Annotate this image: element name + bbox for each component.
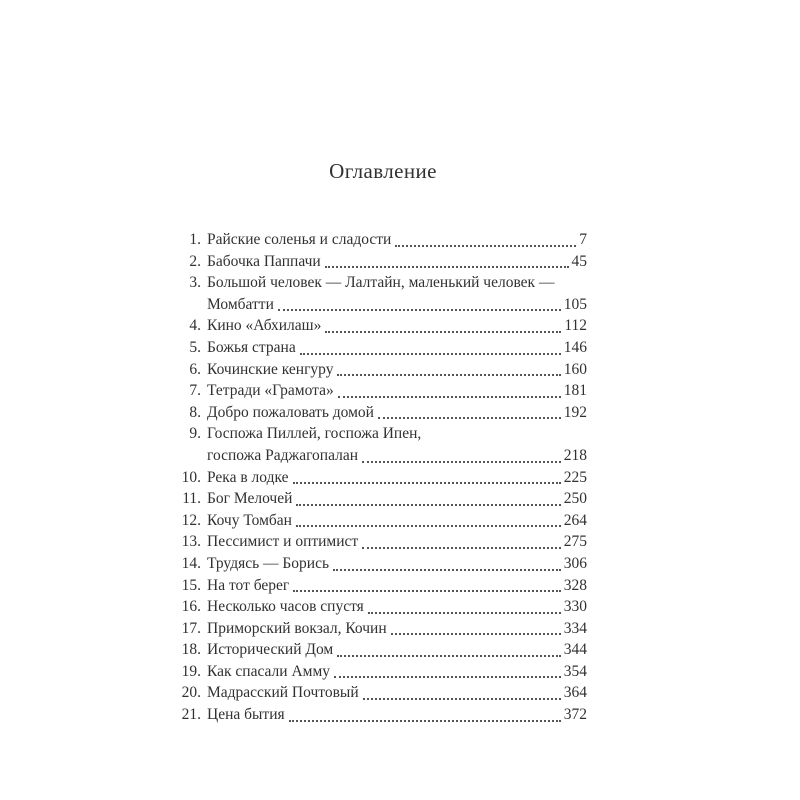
toc-entry (180, 315, 587, 337)
toc-entry-number: 13. (181, 533, 201, 551)
toc-line (180, 575, 587, 597)
toc-entry-number: 2. (189, 252, 201, 270)
toc-entry (180, 661, 587, 683)
toc-entry-page: 275 (563, 533, 587, 551)
dot-leader (337, 655, 561, 657)
toc-line (180, 618, 587, 640)
dot-leader (333, 569, 561, 571)
toc-line (180, 272, 587, 294)
toc-entry-number: 14. (181, 554, 201, 572)
toc-line (180, 359, 587, 381)
dot-leader (334, 676, 561, 678)
toc-entry-title: Тетради «Грамота» (207, 382, 334, 400)
dot-leader (378, 417, 561, 419)
toc-line (180, 315, 587, 337)
toc-entry-page: 306 (563, 554, 587, 572)
dot-leader (362, 547, 561, 549)
toc-entry-page: 264 (563, 511, 587, 529)
toc-entry-number: 3. (189, 274, 201, 292)
toc-entry-number: 1. (189, 231, 201, 248)
toc-entry-number: 7. (189, 382, 201, 400)
dot-leader (338, 396, 561, 398)
toc-entry-number: 19. (181, 662, 201, 680)
toc-entry (180, 229, 587, 251)
toc-entry (180, 639, 587, 661)
toc-entry-number: 20. (181, 684, 201, 702)
dot-leader (325, 331, 561, 333)
dot-leader (363, 698, 561, 700)
toc-entry-title: Большой человек — Лалтайн, маленький человек — (207, 274, 555, 292)
toc-entry (180, 682, 587, 704)
toc-entry (180, 553, 587, 575)
toc-line (180, 467, 587, 489)
toc-entry-page: 45 (571, 252, 587, 270)
toc-entry-page: 364 (563, 684, 587, 702)
toc-entry-title: Бог Мелочей (207, 490, 293, 508)
toc-entry-title: Бабочка Паппачи (207, 252, 321, 270)
toc-entry-title: Приморский вокзал, Кочин (207, 619, 387, 637)
dot-leader (391, 633, 561, 635)
toc-entry-page: 192 (563, 403, 587, 421)
toc-entry (180, 359, 587, 381)
toc-line (180, 639, 587, 661)
toc-entry-title: Трудясь — Борись (207, 554, 330, 572)
dot-leader (293, 482, 561, 484)
toc-entry (180, 337, 587, 359)
toc-list (180, 229, 587, 726)
toc-entry (180, 510, 587, 532)
toc-entry (180, 575, 587, 597)
toc-line (180, 704, 587, 726)
toc-entry-page: 354 (563, 662, 587, 680)
dot-leader (289, 720, 561, 722)
toc-entry-title: Пессимист и оптимист (207, 533, 359, 551)
dot-leader (325, 266, 569, 268)
toc-entry (180, 467, 587, 489)
toc-line (180, 596, 587, 618)
toc-entry-title: На тот берег (207, 576, 290, 594)
toc-entry-title: Исторический Дом (207, 641, 334, 659)
toc-line (180, 402, 587, 424)
toc-entry-title: Момбатти (207, 295, 274, 313)
toc-entry-page: 372 (563, 706, 587, 724)
toc-entry-page: 146 (563, 338, 587, 356)
toc-entry-number: 9. (189, 425, 201, 443)
toc-entry-page: 344 (563, 641, 587, 659)
toc-entry (180, 380, 587, 402)
dot-leader (278, 309, 561, 311)
toc-entry-title: Божья страна (207, 338, 296, 356)
toc-line (180, 423, 587, 445)
toc-line (180, 553, 587, 575)
toc-entry-number: 11. (182, 490, 201, 508)
toc-line (180, 229, 587, 251)
toc-entry-number: 21. (181, 706, 201, 724)
toc-entry-number: 15. (181, 576, 201, 594)
toc-entry (180, 402, 587, 424)
toc-entry-title: Цена бытия (207, 706, 285, 724)
toc-entry-title: Райские соленья и сладости (207, 231, 392, 248)
toc-entry (180, 596, 587, 618)
toc-entry-number: 8. (189, 403, 201, 421)
toc-line (180, 445, 587, 467)
toc-entry-title: Кино «Абхилаш» (207, 317, 322, 335)
toc-line (180, 337, 587, 359)
toc-entry (180, 423, 587, 466)
toc-entry-number: 5. (189, 338, 201, 356)
toc-entry (180, 488, 587, 510)
toc-line (180, 682, 587, 704)
toc-entry-number: 12. (181, 511, 201, 529)
toc-entry-title: Несколько часов спустя (207, 598, 364, 616)
toc-entry-title: госпожа Раджагопалан (207, 446, 359, 464)
toc-entry-page: 7 (579, 231, 587, 248)
toc-entry-number: 16. (181, 598, 201, 616)
toc-entry-title: Госпожа Пиллей, госпожа Ипен, (207, 425, 422, 443)
toc-entry-number: 17. (181, 619, 201, 637)
toc-entry-number: 10. (181, 468, 201, 486)
toc-line (180, 251, 587, 273)
toc-entry-number: 6. (189, 360, 201, 378)
toc-heading: Оглавление (329, 159, 437, 183)
toc-line (180, 661, 587, 683)
dot-leader (362, 461, 561, 463)
toc-line (180, 531, 587, 553)
toc-line (180, 380, 587, 402)
toc-entry-page: 160 (563, 360, 587, 378)
toc-entry-title: Кочинские кенгуру (207, 360, 334, 378)
toc-entry-page: 250 (563, 490, 587, 508)
toc-entry-title: Мадрасский Почтовый (207, 684, 359, 702)
toc-entry (180, 618, 587, 640)
toc-entry-page: 330 (563, 598, 587, 616)
toc-entry-title: Добро пожаловать домой (207, 403, 374, 421)
toc-entry-title: Река в лодке (207, 468, 289, 486)
toc-entry (180, 272, 587, 315)
toc-entry-page: 105 (563, 295, 587, 313)
toc-entry-number: 4. (189, 317, 201, 335)
dot-leader (296, 504, 560, 506)
dot-leader (300, 353, 561, 355)
toc-entry (180, 251, 587, 273)
dot-leader (293, 590, 560, 592)
toc-line (180, 294, 587, 316)
toc-entry-page: 225 (563, 468, 587, 486)
toc-line (180, 510, 587, 532)
toc-entry-page: 328 (563, 576, 587, 594)
toc-entry-page: 112 (564, 317, 587, 335)
toc-entry-title: Как спасали Амму (207, 662, 331, 680)
toc-entry (180, 704, 587, 726)
toc-entry-page: 181 (563, 382, 587, 400)
dot-leader (395, 245, 576, 247)
dot-leader (368, 612, 561, 614)
toc-entry-title: Кочу Томбан (207, 511, 292, 529)
dot-leader (296, 525, 561, 527)
toc-line (180, 488, 587, 510)
dot-leader (337, 374, 560, 376)
toc-entry-number: 18. (181, 641, 201, 659)
toc-entry-page: 218 (563, 446, 587, 464)
toc-entry-page: 334 (563, 619, 587, 637)
toc-entry (180, 531, 587, 553)
